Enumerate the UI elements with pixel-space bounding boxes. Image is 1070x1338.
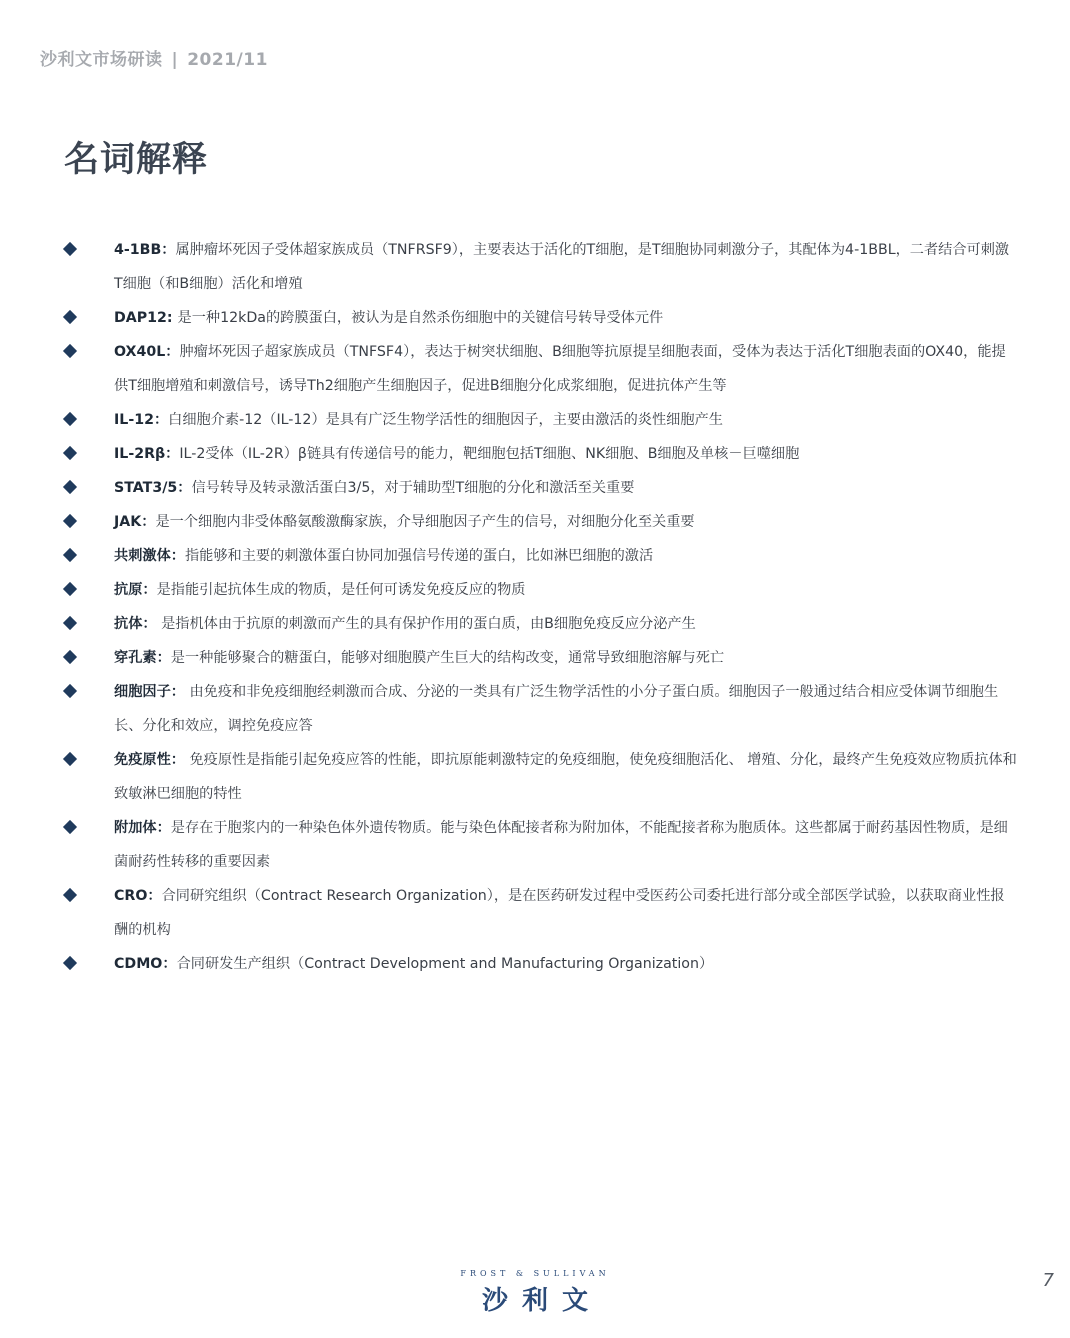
page-header [40,45,268,70]
glossary-item [62,607,1017,641]
logo-chinese: 沙利文 [481,1286,602,1316]
glossary-term: JAK： [114,514,156,530]
glossary-definition: 白细胞介素-12（IL-12）是具有广泛生物学活性的细胞因子，主要由激活的炎性细胞产生 [168,412,723,428]
glossary-term: STAT3/5： [114,480,192,496]
diamond-bullet-icon [63,684,77,698]
diamond-bullet-icon [63,650,77,664]
glossary-item [62,641,1017,675]
glossary-term: 共刺激体： [114,548,185,564]
glossary-item [62,233,1017,301]
diamond-bullet-icon [63,344,77,358]
glossary-term: 抗原： [114,582,157,598]
glossary-definition: 免疫原性是指能引起免疫应答的性能，即抗原能刺激特定的免疫细胞，使免疫细胞活化、 增殖、分化，最终产生免疫效应物质抗体和致敏淋巴细胞的特性 [114,752,1017,802]
glossary-definition: 由免疫和非免疫细胞经刺激而合成、分泌的一类具有广泛生物学活性的小分子蛋白质。细胞因子一般通过结合相应受体调节细胞生长、分化和效应，调控免疫应答 [114,684,999,734]
diamond-bullet-icon [63,956,77,970]
diamond-bullet-icon [63,616,77,630]
glossary-definition: 属肿瘤坏死因子受体超家族成员（TNFRSF9），主要表达于活化的T细胞，是T细胞协同刺激分子，其配体为4-1BBL，二者结合可刺激T细胞（和B细胞）活化和增殖 [114,242,1010,292]
glossary-item [62,539,1017,573]
glossary-term: 抗体： [114,616,157,632]
glossary-list [62,233,1017,981]
page-number: 7 [1042,1270,1054,1291]
diamond-bullet-icon [63,242,77,256]
page-title: 名词解释 [64,140,209,180]
glossary-definition: IL-2受体（IL-2R）β链具有传递信号的能力，靶细胞包括T细胞、NK细胞、B细胞及单核－巨噬细胞 [179,446,800,462]
diamond-bullet-icon [63,412,77,426]
glossary-item [62,471,1017,505]
diamond-bullet-icon [63,514,77,528]
diamond-bullet-icon [63,310,77,324]
glossary-term: 附加体： [114,820,171,836]
glossary-term: CDMO： [114,956,177,972]
diamond-bullet-icon [63,820,77,834]
glossary-item [62,879,1017,947]
glossary-term: DAP12: [114,310,178,326]
diamond-bullet-icon [63,446,77,460]
glossary-term: 细胞因子： [114,684,185,700]
glossary-term: 免疫原性： [114,752,185,768]
glossary-term: IL-12： [114,412,169,428]
glossary-item [62,675,1017,743]
glossary-definition: 是一种能够聚合的糖蛋白，能够对细胞膜产生巨大的结构改变，通常导致细胞溶解与死亡 [170,650,725,666]
diamond-bullet-icon [63,480,77,494]
glossary-definition: 是存在于胞浆内的一种染色体外遗传物质。能与染色体配接者称为附加体，不能配接者称为胞质体。这些都属于耐药基因性物质，是细菌耐药性转移的重要因素 [114,820,1008,870]
glossary-item [62,335,1017,403]
glossary-term: IL-2Rβ： [114,446,180,462]
header-source: 沙利文市场研读 [40,50,163,70]
glossary-term: CRO： [114,888,162,904]
glossary-term: 穿孔素： [114,650,171,666]
glossary-definition: 信号转导及转录激活蛋白3/5，对于辅助型T细胞的分化和激活至关重要 [191,480,635,496]
glossary-item [62,573,1017,607]
glossary-definition: 合同研究组织（Contract Research Organization），是在医药研发过程中受医药公司委托进行部分或全部医学试验，以获取商业性报酬的机构 [114,888,1005,938]
glossary-definition: 是一种12kDa的跨膜蛋白，被认为是自然杀伤细胞中的关键信号转导受体元件 [177,310,664,326]
glossary-item [62,947,1017,981]
glossary-definition: 合同研发生产组织（Contract Development and Manufacturing Organization） [176,956,714,972]
glossary-item [62,811,1017,879]
glossary-definition: 肿瘤坏死因子超家族成员（TNFSF4），表达于树突状细胞、B细胞等抗原提呈细胞表面，受体为表达于活化T细胞表面的OX40，能提供T细胞增殖和刺激信号，诱导Th2细胞产生细胞因子，促进B细胞分化成浆细胞，促进抗体产生等 [114,344,1006,394]
company-logo [0,1269,1070,1317]
header-separator: | [171,50,179,70]
diamond-bullet-icon [63,888,77,902]
glossary-item [62,301,1017,335]
logo-english: FROST & SULLIVAN [460,1269,610,1278]
glossary-item [62,403,1017,437]
diamond-bullet-icon [63,548,77,562]
glossary-item [62,505,1017,539]
glossary-definition: 是指机体由于抗原的刺激而产生的具有保护作用的蛋白质，由B细胞免疫反应分泌产生 [156,616,696,632]
glossary-term: 4-1BB： [114,242,176,258]
glossary-item [62,437,1017,471]
glossary-definition: 指能够和主要的刺激体蛋白协同加强信号传递的蛋白，比如淋巴细胞的激活 [184,548,654,564]
header-date: 2021/11 [187,50,268,70]
glossary-term: OX40L： [114,344,180,360]
diamond-bullet-icon [63,582,77,596]
diamond-bullet-icon [63,752,77,766]
glossary-definition: 是指能引起抗体生成的物质，是任何可诱发免疫反应的物质 [156,582,526,598]
glossary-definition: 是一个细胞内非受体酪氨酸激酶家族，介导细胞因子产生的信号，对细胞分化至关重要 [155,514,695,530]
glossary-item [62,743,1017,811]
